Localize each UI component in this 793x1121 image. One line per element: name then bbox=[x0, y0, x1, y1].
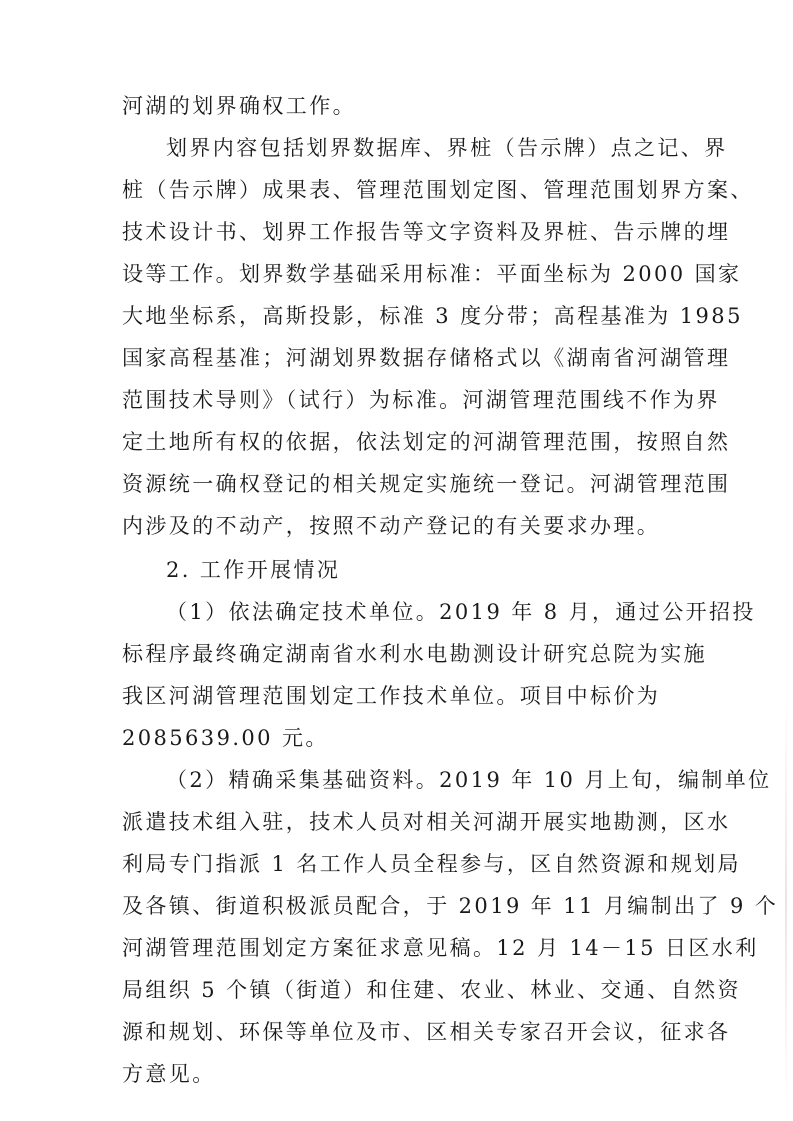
section-heading: 2. 工作开展情况 bbox=[166, 558, 341, 582]
text-line-2: 划界内容包括划界数据库、界桩（告示牌）点之记、界 bbox=[166, 136, 728, 160]
text-line-21: 河湖管理范围划定方案征求意见稿。12 月 14－15 日区水利 bbox=[122, 936, 759, 960]
scan-edge-shadow bbox=[785, 700, 787, 1100]
text-line-23: 源和规划、环保等单位及市、区相关专家召开会议，征求各 bbox=[122, 1020, 731, 1044]
text-line-1: 河湖的划界确权工作。 bbox=[122, 94, 356, 118]
text-line-22: 局组织 5 个镇（街道）和住建、农业、林业、交通、自然资 bbox=[122, 978, 741, 1002]
text-line-11: 内涉及的不动产，按照不动产登记的有关要求办理。 bbox=[122, 514, 661, 538]
text-line-8: 范围技术导则》（试行）为标准。河湖管理范围线不作为界 bbox=[122, 388, 720, 412]
text-line-9: 定土地所有权的依据，依法划定的河湖管理范围，按照自然 bbox=[122, 430, 731, 454]
text-line-24: 方意见。 bbox=[122, 1062, 216, 1086]
text-line-4: 技术设计书、划界工作报告等文字资料及界桩、告示牌的埋 bbox=[122, 220, 731, 244]
text-line-10: 资源统一确权登记的相关规定实施统一登记。河湖管理范围 bbox=[122, 472, 731, 496]
text-line-20: 及各镇、街道积极派员配合，于 2019 年 11 月编制出了 9 个 bbox=[122, 894, 779, 918]
text-line-19: 利局专门指派 1 名工作人员全程参与，区自然资源和规划局 bbox=[122, 852, 741, 876]
text-line-16: 2085639.00 元。 bbox=[122, 726, 329, 750]
text-line-15: 我区河湖管理范围划定工作技术单位。项目中标价为 bbox=[122, 684, 661, 708]
text-line-14: 标程序最终确定湖南省水利水电勘测设计研究总院为实施 bbox=[122, 642, 707, 666]
text-line-18: 派遣技术组入驻，技术人员对相关河湖开展实地勘测，区水 bbox=[122, 810, 731, 834]
text-line-17: （2）精确采集基础资料。2019 年 10 月上旬，编制单位 bbox=[166, 768, 772, 792]
text-line-7: 国家高程基准；河湖划界数据存储格式以《湖南省河湖管理 bbox=[122, 346, 731, 370]
text-line-13: （1）依法确定技术单位。2019 年 8 月，通过公开招投 bbox=[166, 600, 756, 624]
text-line-6: 大地坐标系，高斯投影，标准 3 度分带；高程基准为 1985 bbox=[122, 304, 743, 328]
text-line-5: 设等工作。划界数学基础采用标准：平面坐标为 2000 国家 bbox=[122, 262, 742, 286]
text-line-3: 桩（告示牌）成果表、管理范围划定图、管理范围划界方案、 bbox=[122, 178, 754, 202]
